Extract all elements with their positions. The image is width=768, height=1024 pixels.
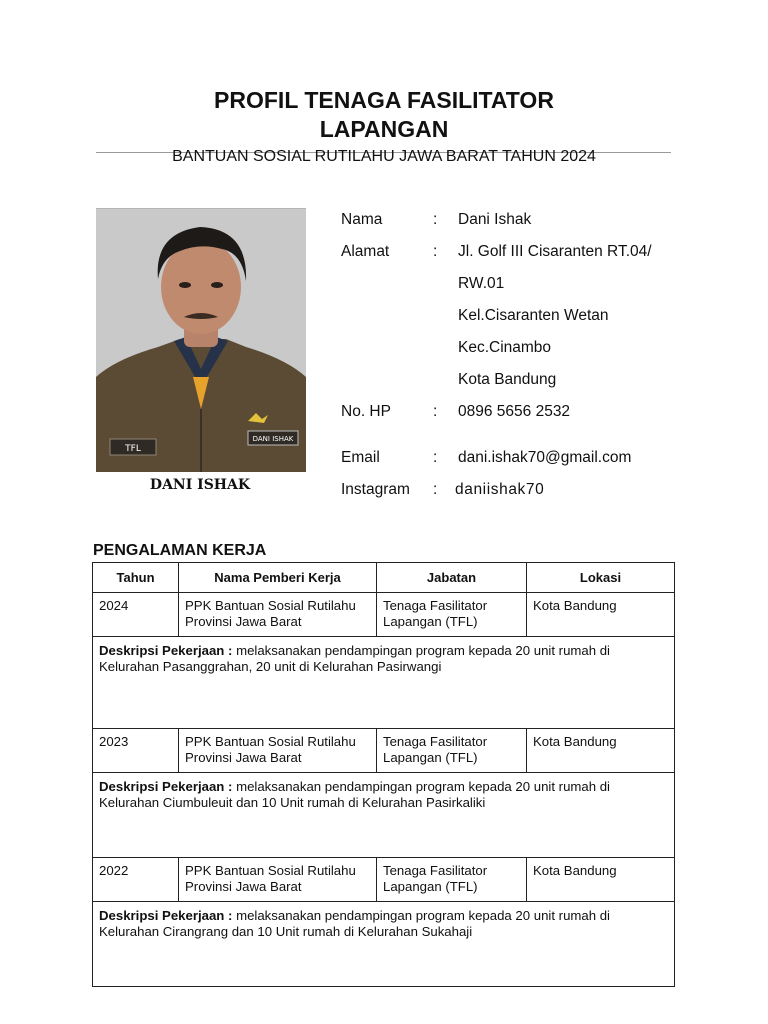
year-cell: 2022 <box>93 858 179 902</box>
location-cell: Kota Bandung <box>527 729 675 773</box>
location-cell: Kota Bandung <box>527 593 675 637</box>
section-title-experience: PENGALAMAN KERJA <box>93 542 267 559</box>
year-cell: 2023 <box>93 729 179 773</box>
email-value[interactable]: dani.ishak70@gmail.com <box>458 449 632 466</box>
position-cell: Tenaga Fasilitator Lapangan (TFL) <box>377 729 527 773</box>
alamat-row-3 <box>341 300 681 332</box>
colon: : <box>433 481 438 498</box>
colon: : <box>433 449 438 466</box>
col-header-jabatan: Jabatan <box>377 563 527 593</box>
table-header-row <box>93 563 675 593</box>
description-label: Deskripsi Pekerjaan : <box>99 643 233 658</box>
position-cell: Tenaga Fasilitator Lapangan (TFL) <box>377 593 527 637</box>
colon: : <box>433 403 438 420</box>
position-cell: Tenaga Fasilitator Lapangan (TFL) <box>377 858 527 902</box>
description-text: melaksanakan pendampingan program kepada 20 unit rumah di Kelurahan Ciumbuleuit dan 10 Unit rumah di Kelurahan Pasirkaliki <box>99 779 610 810</box>
nama-row <box>341 204 681 236</box>
hp-label: No. HP <box>341 403 391 420</box>
table-row <box>93 858 675 902</box>
profile-photo <box>96 208 306 493</box>
email-label: Email <box>341 449 380 466</box>
alamat-line-5: Kota Bandung <box>458 371 557 388</box>
instagram-value[interactable]: daniishak70 <box>455 481 545 498</box>
description-row <box>93 773 675 858</box>
table-row <box>93 593 675 637</box>
col-header-lokasi: Lokasi <box>527 563 675 593</box>
description-text: melaksanakan pendampingan program kepada 20 unit rumah di Kelurahan Cirangrang dan 10 Unit rumah di Kelurahan Sukahaji <box>99 908 610 939</box>
badge-tfl: TFL <box>125 444 141 454</box>
description-cell <box>93 637 675 729</box>
alamat-label: Alamat <box>341 243 390 260</box>
description-row <box>93 902 675 987</box>
description-text: melaksanakan pendampingan program kepada 20 unit rumah di Kelurahan Pasanggrahan, 20 unit di Kelurahan Pasirwangi <box>99 643 610 674</box>
colon: : <box>433 243 438 260</box>
alamat-line-3: Kel.Cisaranten Wetan <box>458 307 609 324</box>
colon: : <box>433 211 438 228</box>
table-row <box>93 729 675 773</box>
alamat-line-1: Jl. Golf III Cisaranten RT.04/ <box>458 243 652 260</box>
alamat-row <box>341 236 681 268</box>
experience-table <box>92 562 675 987</box>
employer-cell: PPK Bantuan Sosial Rutilahu Provinsi Jawa Barat <box>179 729 377 773</box>
badge-name: DANI ISHAK <box>252 435 294 443</box>
location-cell: Kota Bandung <box>527 858 675 902</box>
description-cell <box>93 902 675 987</box>
profile-info <box>341 204 681 506</box>
alamat-row-2 <box>341 268 681 300</box>
col-header-tahun: Tahun <box>93 563 179 593</box>
page-title <box>0 86 768 144</box>
email-row <box>341 442 681 474</box>
title-line-1: PROFIL TENAGA FASILITATOR <box>214 87 554 113</box>
nama-label: Nama <box>341 211 383 228</box>
page-subtitle: BANTUAN SOSIAL RUTILAHU JAWA BARAT TAHUN 2024 <box>172 148 596 165</box>
hp-row <box>341 396 681 428</box>
photo-caption: DANI ISHAK <box>149 477 251 493</box>
instagram-label: Instagram <box>341 481 410 498</box>
title-line-2: LAPANGAN <box>319 116 449 142</box>
nama-value: Dani Ishak <box>458 211 532 228</box>
description-label: Deskripsi Pekerjaan : <box>99 779 233 794</box>
alamat-line-2: RW.01 <box>458 275 505 292</box>
description-cell <box>93 773 675 858</box>
description-row <box>93 637 675 729</box>
alamat-row-5 <box>341 364 681 396</box>
instagram-row <box>341 474 681 506</box>
employer-cell: PPK Bantuan Sosial Rutilahu Provinsi Jawa Barat <box>179 858 377 902</box>
alamat-line-4: Kec.Cinambo <box>458 339 552 356</box>
col-header-pemberi-kerja: Nama Pemberi Kerja <box>179 563 377 593</box>
description-label: Deskripsi Pekerjaan : <box>99 908 233 923</box>
year-cell: 2024 <box>93 593 179 637</box>
employer-cell: PPK Bantuan Sosial Rutilahu Provinsi Jawa Barat <box>179 593 377 637</box>
alamat-row-4 <box>341 332 681 364</box>
hp-value: 0896 5656 2532 <box>458 403 571 420</box>
